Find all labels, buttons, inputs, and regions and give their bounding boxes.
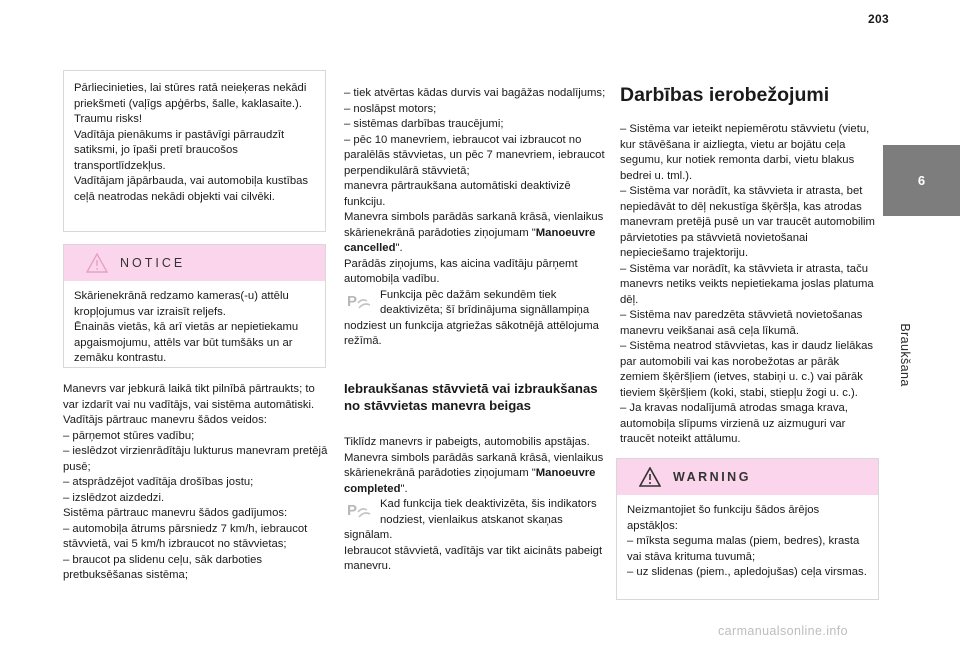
chapter-number: 6 xyxy=(917,173,926,188)
body-line: – pēc 10 manevriem, iebraucot vai izbraucot no paralēlās stāvvietas, un pēc 7 manevriem, iebraucot perpendikulārā stāvvietā; xyxy=(344,133,605,177)
warning-box xyxy=(616,458,879,600)
body-line: Sistēma pārtrauc manevru šādos gadījumos: xyxy=(63,507,288,519)
intro-line: Vadītāja pienākums ir pastāvīgi pārraudzīt satiksmi, jo īpaši pretī braucošos transportlīdzekļus. xyxy=(74,128,285,172)
watermark: carmanualsonline.info xyxy=(718,624,849,638)
warning-header xyxy=(617,459,878,495)
body-line: – sistēmas darbības traucējumi; xyxy=(344,118,504,130)
svg-text:P: P xyxy=(347,292,358,310)
body-line: – braucot pa slidenu ceļu, sāk darboties pretbuksēšanas sistēma; xyxy=(63,553,263,581)
limitation-line: – Sistēma var norādīt, ka stāvvieta ir atrasta, bet nepiedāvāt to dēļ nekustīga šķēršļa, kas atrodas manevram pretējā pusē un var traucēt automobilim pārvietoties pa stāvvietā novietošanai nepieciešamo trajektoriju. xyxy=(620,185,875,259)
park-assist-icon xyxy=(344,499,374,521)
complete-message: Manoeuvre completed xyxy=(344,467,596,495)
notice-header xyxy=(64,245,325,281)
cancel-line: Manevra simbols parādās sarkanā krāsā, vienlaikus skārienekrānā parādoties ziņojumam "Manoeuvre cancelled". xyxy=(344,211,604,254)
body-line: Vadītājs pārtrauc manevru šādos veidos: xyxy=(63,414,267,426)
icon-paragraph: P Funkcija pēc dažām sekundēm tiek deaktivizēta; šī brīdinājuma signāllampiņa nodziest un funkcija atgriežas sākotnējā attēlojuma režīmā. xyxy=(344,288,599,347)
limitation-line: – Sistēma var ieteikt nepiemērotu stāvvietu (vietu, kur stāvēšana ir aizliegta, vietu ar bojātu ceļa segumu, kur notiek remonta darbi, vietu blakus bedrei u. tml.). xyxy=(620,123,870,182)
chapter-title-vertical xyxy=(898,295,912,415)
cancel-message: Manoeuvre cancelled xyxy=(344,226,596,254)
warning-line: Neizmantojiet šo funkciju šādos ārējos apstākļos: xyxy=(627,504,820,532)
body-line: – izslēdzot aizdedzi. xyxy=(63,491,165,504)
notice-title: NOTICE xyxy=(120,256,186,270)
section-title: Darbības ierobežojumi xyxy=(620,84,830,106)
limitation-line: – Ja kravas nodalījumā atrodas smaga krava, automobiļa slīpums virzienā uz aizmuguri var traucēt noteikt attālumu. xyxy=(620,402,848,445)
body-line: – ieslēdzot virzienrādītāju lukturus manevram pretējā pusē; xyxy=(63,445,328,473)
park-assist-icon xyxy=(344,290,374,312)
complete-line: Manevra simbols parādās sarkanā krāsā, vienlaikus skārienekrānā parādoties ziņojumam "Manoeuvre completed". xyxy=(344,451,604,495)
col1-body xyxy=(63,382,331,584)
section-heading: Iebraukšanas stāvvietā vai izbraukšanas no stāvvietas manevra beigas xyxy=(344,381,598,413)
body-line: – tiek atvērtas kādas durvis vai bagāžas nodalījums; xyxy=(344,87,606,99)
svg-text:P: P xyxy=(347,502,358,519)
body-line: Iebraucot stāvvietā, vadītājs var tikt aicināts pabeigt manevru. xyxy=(344,544,603,572)
col2-bottom xyxy=(344,435,606,575)
body-line: Tiklīdz manevrs ir pabeigts, automobilis apstājas. xyxy=(344,436,590,448)
intro-box xyxy=(63,70,326,232)
limitation-line: – Sistēma var norādīt, ka stāvvieta ir atrasta, taču manevrs netiks veikts nepietiekama joslas platuma dēļ. xyxy=(620,262,874,306)
page-number: 203 xyxy=(868,12,889,26)
chapter-title: Braukšana xyxy=(898,323,912,387)
notice-line: Ēnainās vietās, kā arī vietās ar nepietiekamu apgaismojumu, attēls var būt tumšāks un ar zemāku kontrastu. xyxy=(74,321,299,364)
notice-box xyxy=(63,244,326,368)
warning-triangle-icon xyxy=(639,467,661,487)
col3-body xyxy=(620,122,880,448)
body-line: Parādās ziņojums, kas aicina vadītāju pārņemt automobiļa vadību. xyxy=(344,257,578,285)
body-line: – atsprādzējot vadītāja drošības jostu; xyxy=(63,476,254,488)
chapter-tab[interactable] xyxy=(883,145,960,216)
warning-title: WARNING xyxy=(673,470,751,484)
limitation-line: – Sistēma nav paredzēta stāvvietā novietošanas manevru veikšanai asā ceļa līkumā. xyxy=(620,309,863,337)
body-line: manevra pārtraukšana automātiski deaktivizē funkciju. xyxy=(344,180,571,208)
icon-paragraph: P Kad funkcija tiek deaktivizēta, šis indikators nodziest, vienlaikus atskanot skaņas signālam. xyxy=(344,498,597,541)
body-line: Manevrs var jebkurā laikā tikt pilnībā pārtraukts; to var izdarīt vai nu vadītājs, vai sistēma automātiski. xyxy=(63,383,315,411)
intro-line: Pārliecinieties, lai stūres ratā neieķeras nekādi priekšmeti (vaļīgs apģērbs, šalle, kaklasaite.). Traumu risks! xyxy=(74,82,307,125)
notice-line: Skārienekrānā redzamo kameras(-u) attēlu kropļojumus var izraisīt reljefs. xyxy=(74,290,289,318)
body-line: – pārņemot stūres vadību; xyxy=(63,429,195,442)
warning-line: – uz slidenas (piem., apledojušas) ceļa virsmas. xyxy=(627,566,867,578)
intro-line: Vadītājam jāpārbauda, vai automobiļa kustības ceļā neatrodas nekādi objekti vai cilvēki. xyxy=(74,175,309,203)
col2-top xyxy=(344,86,606,350)
warning-line: – mīksta seguma malas (piem, bedres), krasta vai stāva krituma tuvumā; xyxy=(627,535,860,563)
warning-triangle-icon xyxy=(86,253,108,273)
body-line: – automobiļa ātrums pārsniedz 7 km/h, iebraucot stāvvietā, vai 5 km/h izbraucot no stāvvietas; xyxy=(63,522,308,550)
body-line: – noslāpst motors; xyxy=(344,102,437,115)
limitation-line: – Sistēma neatrod stāvvietas, kas ir daudz lielākas par automobili vai kas norobežotas ar pārāk zemiem šķēršļiem (ietves, stabiņi u. c.) vai pārāk tieviem šķēršļiem (koki, stabi, stiepļu žogi u. c.). xyxy=(620,340,874,399)
